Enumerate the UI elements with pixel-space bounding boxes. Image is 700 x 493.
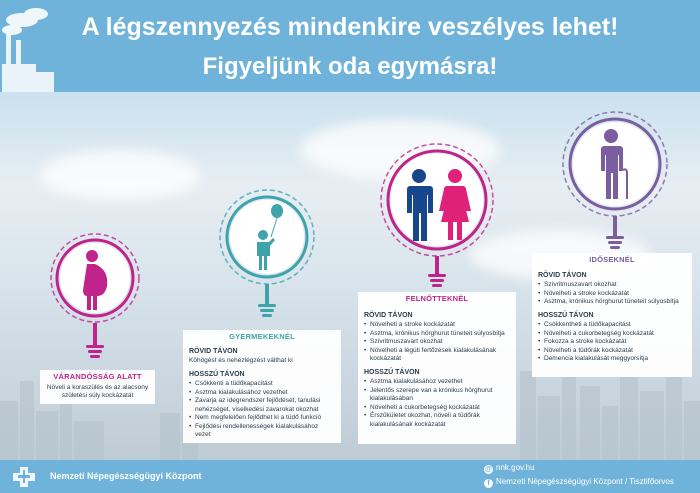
list-item: • Növelheti a stroke kockázatát [364,321,510,330]
footer-org-name: Nemzeti Népegészségügyi Központ [50,471,202,481]
children-pin [215,185,319,325]
cloud-decoration [40,150,200,200]
elderly-panel [532,253,692,377]
header-banner [0,0,700,92]
list-item: • Asztma, krónikus hörghurut tüneteit súlyosbítja [364,330,510,339]
list-item: • Szívritmuszavart okozhat [538,281,686,290]
elderly-long-heading: HOSSZÚ TÁVON [538,311,594,319]
children-long-heading: HOSSZÚ TÁVON [189,370,245,378]
adults-title: FELNŐTTEKNÉL [405,294,469,303]
adults-short-heading: RÖVID TÁVON [364,311,413,319]
list-item: • Fejlődési rendellenességek kialakulásához vezet [189,423,335,440]
list-item: • Demencia kialakulását meggyorsítja [538,355,686,364]
footer-website-text: nnk.gov.hu [496,463,535,472]
nnk-cross-logo-icon [12,466,36,488]
page-title: A légszennyezés mindenkire veszélyes lehet! [81,13,619,41]
list-item: • Jelentős szerepe van a krónikus hörghurut kialakulásában [364,387,510,404]
adults-short-list [364,321,510,364]
list-item: • Asztma kialakulásához vezethet [364,378,510,387]
list-item: • Növelheti a tüdőrák kockázatát [538,347,686,356]
list-item: • Szívritmuszavart okozhat [364,338,510,347]
footer-facebook-link[interactable] [484,477,674,488]
adults-long-list [364,378,510,429]
list-item: • Csökkenti a tüdőkapacitást [189,380,335,389]
pregnancy-title: VÁRANDÓSSÁG ALATT [53,372,142,381]
list-item: • Növelheti a cukorbetegség kockázatát [538,330,686,339]
children-panel [183,330,341,443]
pregnancy-pin [45,228,145,368]
facebook-icon: f [484,479,493,488]
list-item: • Fokozza a stroke kockázatát [538,338,686,347]
list-item: • Csökkentheti a tüdőkapacitást [538,321,686,330]
children-long-list [189,380,335,440]
footer-bar [0,460,700,493]
children-short-heading: RÖVID TÁVON [189,347,238,355]
footer-website-link[interactable] [484,463,535,474]
elderly-short-list [538,281,686,307]
elderly-short-heading: RÖVID TÁVON [538,271,587,279]
list-item: • Asztma kialakulásához vezethet [189,389,335,398]
children-short-text: Köhögést és nehézlégzést válthat ki [189,357,293,364]
list-item: • Asztma, krónikus hörghurut tüneteit súlyosbítja [538,298,686,307]
globe-icon: @ [485,466,492,473]
list-item: • Érszűkületet okozhat, növeli a tüdőrák kialakulásának kockázatát [364,412,510,429]
page-subtitle: Figyeljünk oda egymásra! [202,53,498,80]
list-item: • Zavarja az idegrendszer fejlődését, tanulási nehézséget, viselkedési zavarokat okozhat [189,397,335,414]
adults-pin [375,140,499,292]
footer-facebook-text: Nemzeti Népegészségügyi Központ / Tisztifőorvos [496,477,674,486]
list-item: • Nem megfelelően fejlődhet ki a tüdő funkció [189,414,335,423]
pregnancy-panel [40,370,155,404]
pregnancy-effect: Növeli a koraszülés és az alacsony születési súly kockázatát [46,383,149,399]
list-item: • Növelheti a stroke kockázatát [538,290,686,299]
elderly-title: IDŐSEKNÉL [589,255,635,264]
list-item: • Növelheti a légúti fertőzések kialakulásának kockázatát [364,347,510,364]
children-title: GYERMEKEKNÉL [229,332,295,341]
adults-long-heading: HOSSZÚ TÁVON [364,368,420,376]
elderly-pin [557,108,673,256]
elderly-long-list [538,321,686,364]
list-item: • Növelheti a cukorbetegség kockázatát [364,404,510,413]
adults-panel [358,292,516,444]
